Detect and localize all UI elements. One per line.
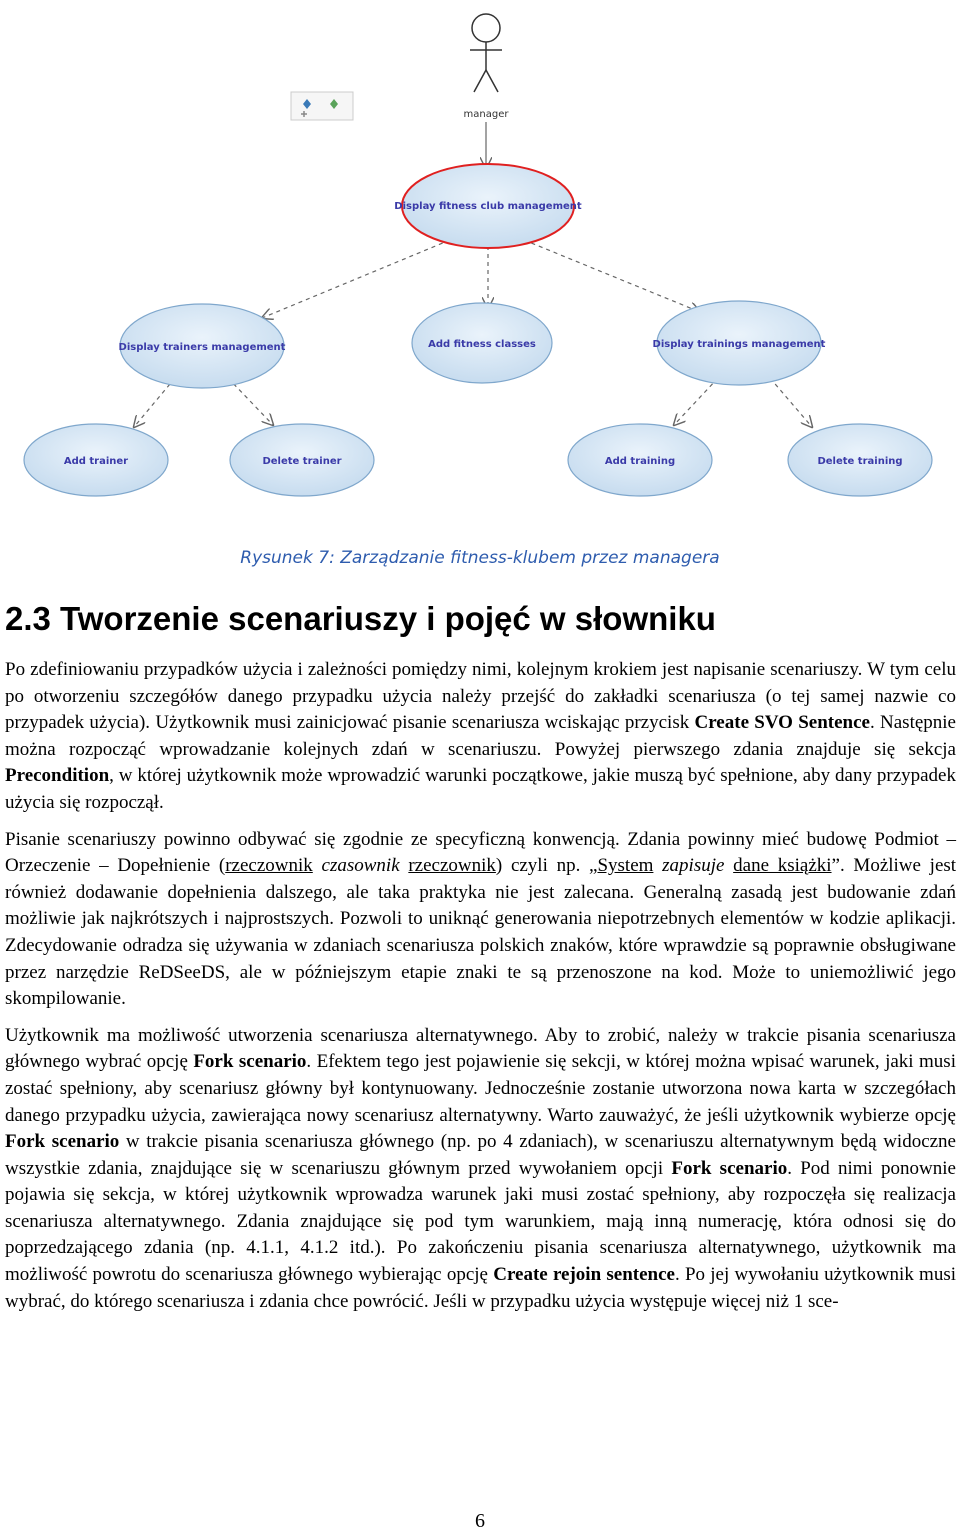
actor-label: manager [463,109,509,120]
bold-term: Create rejoin sentence [493,1264,675,1286]
text-run: Pisanie scenariuszy powinno odbywać się zgodnie ze specyficzną konwencją. Zdania powinny mieć budowę Podmiot – Orzeczenie – Dopełnienie ( [5,828,956,877]
text-run: w trakcie pisania scenariusza głównego (np. po 4 zdaniach), w scenariuszu alternatywnym będą widoczne wszystkie zdania, znajdujące się w scenariuszu głównym przed wywołaniem opcji [5,1131,956,1179]
bold-term: Fork scenario [671,1157,788,1179]
use-case-display-trainings-management[interactable] [653,301,826,385]
bold-term: Fork scenario [5,1131,120,1153]
text-run: . Pod nimi ponownie pojawia się sekcja, w której użytkownik wprowadza warunek jaki musi zostać spełniony, aby rozpoczęła się realizacja scenariusza alternatywnego. Zdania znajdujące się pod tym warunkiem, mają inną numerację, która odnosi się do poprzedzającego zdania (np. 4.1.1, 4.1.2 itd.). Po zakończeniu pisania scenariusza alternatywnego, użytkownik ma możliwość powrotu do scenariusza głównego wybierając opcję [5,1157,956,1286]
paragraph [5,1023,956,1316]
paragraph [5,657,956,817]
use-case-display-fitness-club-management[interactable] [394,164,582,248]
use-case-label: Add fitness classes [428,339,536,350]
italic-term: czasownik [321,855,400,877]
use-case-label: Display fitness club management [394,201,582,212]
bold-term: Create SVO Sentence [694,712,870,734]
bold-term: Fork scenario [193,1051,307,1073]
underlined-term: dane książki [733,855,832,877]
text-run: . Po jej wywołaniu użytkownik musi wybrać, do którego scenariusza i zdania chce powrócić. Jeśli w przypadku użycia występuje więcej niż 1 sce- [5,1264,957,1312]
text-run: Po zdefiniowaniu przypadków użycia i zależności pomiędzy nimi, kolejnym krokiem jest napisanie scenariuszy. W tym celu po otworzeniu szczegółów danego przypadku użycia należy przejść do zakładki scenariusza (o tej samej nazwie co przypadek użycia). Użytkownik musi zainicjować pisanie scenariusza wciskając przycisk [5,659,956,734]
text-run: . Efektem tego jest pojawienie się sekcji, w której można wpisać warunek, jaki musi zostać spełniony, aby scenariusz główny był kontynuowany. Jednocześnie zostanie utworzona nowa karta w szczegółach danego przypadku użycia, zawierająca nowy scenariusz alternatywny. Warto zauważyć, że jeśli użytkownik wybierze opcję [5,1051,956,1126]
underlined-term: System [597,855,654,877]
underlined-term: rzeczownik [408,855,496,877]
use-case-add-training[interactable] [568,424,712,496]
underlined-term: rzeczownik [225,855,313,877]
paragraph [5,827,956,1013]
use-case-label: Display trainings management [652,339,826,350]
body-text [5,657,956,1325]
use-case-display-trainers-management[interactable] [119,304,286,388]
use-case-label: Display trainers management [118,342,286,353]
actor-figure [470,14,502,92]
bold-term: Precondition [5,765,110,787]
use-case-label: Delete training [817,456,903,467]
italic-term: zapisuje [662,855,725,877]
text-run [653,855,662,876]
use-case-delete-training[interactable] [788,424,932,496]
use-case-label: Add training [604,456,676,467]
use-case-label: Delete trainer [262,456,342,467]
text-run: . Następnie można rozpocząć wprowadzanie kolejnych zdań w scenariuszu. Powyżej pierwszego zdania znajduje się sekcja [5,712,956,760]
text-run [724,855,733,876]
use-case-delete-trainer[interactable] [230,424,374,496]
text-run: , w której użytkownik może wprowadzić warunki początkowe, jakie muszą być spełnione, aby dany przypadek użycia się rozpoczął. [5,765,956,813]
text-run: ”. Możliwe jest również dodawanie dopełnienia dalszego, ale taka praktyka nie jest zalecana. Generalną zasadą jest budowanie zdań możliwie jak najkrótszych i najprostszych. Pozwoli to uniknąć generowania niepotrzebnych elementów w kodzie aplikacji. Zdecydowanie odradza się używania w zdaniach scenariusza polskich znaków, które wprawdzie są poprawnie obsługiwane przez narzędzie ReDSeeDS, ale w późniejszym etapie znaki te są przenoszone na kod. Może to uniemożliwić jego skompilowanie. [5,855,957,1010]
section-heading: 2.3 Tworzenie scenariuszy i pojęć w słowniku [5,600,716,637]
text-run: Użytkownik ma możliwość utworzenia scenariusza alternatywnego. Aby to zrobić, należy w trakcie pisania scenariusza głównego wybrać opcję [5,1024,956,1073]
figure-caption: Rysunek 7: Zarządzanie fitness-klubem przez managera [240,548,720,568]
use-case-add-fitness-classes[interactable] [412,303,552,383]
use-case-label: Add trainer [63,456,129,467]
use-case-diagram [0,0,960,520]
palette-toolbar[interactable] [291,92,353,120]
page-number: 6 [475,1510,485,1532]
text-run [313,855,322,876]
use-case-add-trainer[interactable] [24,424,168,496]
text-run: ) czyli np. „ [495,855,598,877]
